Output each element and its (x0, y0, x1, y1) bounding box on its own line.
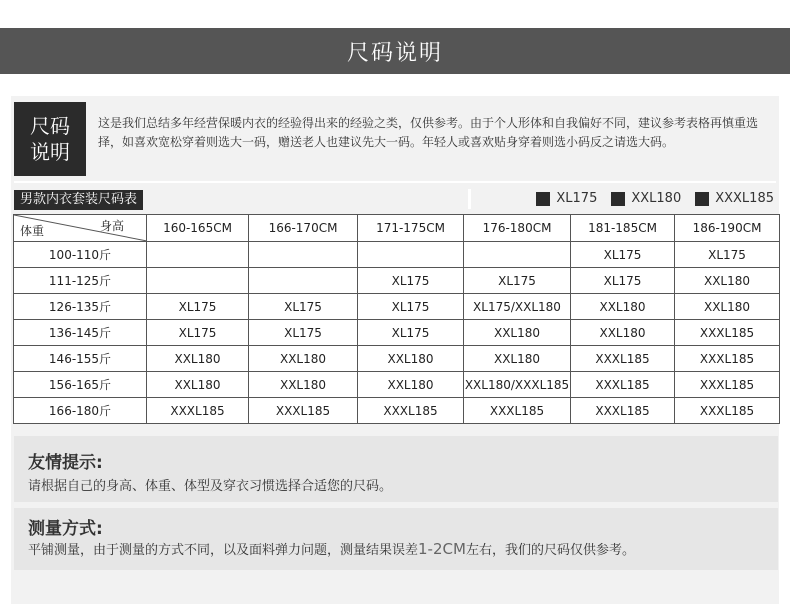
legend-item-xxl180 (611, 191, 681, 206)
table-body (14, 242, 780, 424)
size-cell: XXL180 (675, 268, 780, 294)
legend-swatch (536, 192, 550, 206)
column-header: 171-175CM (358, 215, 464, 242)
measure-highlight: 1-2CM (418, 540, 466, 558)
size-cell (464, 242, 571, 268)
page-banner (0, 28, 790, 74)
size-cell: XL175 (249, 294, 358, 320)
size-cell: XXXL185 (571, 398, 675, 424)
column-header: 181-185CM (571, 215, 675, 242)
measure-heading: 测量方式: (28, 519, 103, 539)
size-cell (249, 268, 358, 294)
intro-text: 这是我们总结多年经营保暖内衣的经验得出来的经验之类，仅供参考。由于个人形体和自我偏好不同，建议参考表格再慎重选择，如喜欢宽松穿着则选大一码，赠送老人也建议先大一码。年轻人或喜欢贴身穿着则选小码反之请选大码。 (98, 116, 759, 149)
size-cell: XXL180 (249, 372, 358, 398)
size-cell: XXL180 (571, 294, 675, 320)
size-cell: XXXL185 (358, 398, 464, 424)
size-cell: XL175 (358, 268, 464, 294)
table-row (14, 294, 780, 320)
section-divider (14, 181, 776, 183)
table-row (14, 320, 780, 346)
size-cell: XXL180/XXXL185 (464, 372, 571, 398)
size-cell: XL175 (571, 242, 675, 268)
legend-swatch (695, 192, 709, 206)
legend-label: XXXL185 (715, 191, 774, 206)
table-row (14, 398, 780, 424)
measure-text (28, 539, 635, 558)
size-cell: XXXL185 (675, 346, 780, 372)
size-cell: XL175/XXL180 (464, 294, 571, 320)
size-cell: XXXL185 (464, 398, 571, 424)
size-cell: XXXL185 (675, 398, 780, 424)
size-legend (522, 191, 774, 206)
size-chart-table (13, 214, 780, 424)
size-cell: XL175 (147, 294, 249, 320)
size-cell: XL175 (358, 294, 464, 320)
tip-box (14, 436, 778, 502)
legend-item-xxxl185 (695, 191, 774, 206)
measure-box (14, 508, 778, 570)
size-cell: XXXL185 (571, 346, 675, 372)
size-cell: XXXL185 (675, 372, 780, 398)
measure-text-before: 平铺测量，由于测量的方式不同，以及面料弹力问题，测量结果误差 (28, 543, 419, 558)
size-cell: XXL180 (464, 320, 571, 346)
legend-item-xl175 (536, 191, 597, 206)
size-cell: XXXL185 (147, 398, 249, 424)
column-header: 166-170CM (249, 215, 358, 242)
size-cell: XXL180 (675, 294, 780, 320)
row-weight-label: 126-135斤 (14, 294, 147, 320)
size-cell: XL175 (571, 268, 675, 294)
intro-badge (14, 102, 86, 176)
size-cell (147, 242, 249, 268)
column-header: 186-190CM (675, 215, 780, 242)
divider-mark (468, 189, 471, 209)
corner-height-label: 身高 (99, 219, 124, 233)
measure-text-after: 左右，我们的尺码仅供参考。 (465, 543, 635, 558)
size-cell: XL175 (358, 320, 464, 346)
size-cell: XL175 (464, 268, 571, 294)
tip-heading: 友情提示: (28, 453, 103, 473)
size-cell: XXL180 (358, 372, 464, 398)
size-cell: XXL180 (147, 346, 249, 372)
size-cell: XL175 (675, 242, 780, 268)
size-cell: XL175 (249, 320, 358, 346)
row-weight-label: 146-155斤 (14, 346, 147, 372)
row-weight-label: 156-165斤 (14, 372, 147, 398)
intro-badge-line2: 说明 (30, 140, 70, 164)
row-weight-label: 166-180斤 (14, 398, 147, 424)
table-row (14, 346, 780, 372)
size-cell (147, 268, 249, 294)
size-cell: XXL180 (571, 320, 675, 346)
size-cell: XL175 (147, 320, 249, 346)
table-row (14, 372, 780, 398)
table-title: 男款内衣套装尺码表 (14, 190, 143, 210)
banner-title: 尺码说明 (346, 40, 443, 66)
legend-swatch (611, 192, 625, 206)
corner-cell (14, 215, 147, 242)
size-cell: XXXL185 (571, 372, 675, 398)
size-cell: XXXL185 (675, 320, 780, 346)
row-weight-label: 136-145斤 (14, 320, 147, 346)
corner-weight-label: 体重 (20, 224, 45, 238)
size-cell: XXXL185 (249, 398, 358, 424)
row-weight-label: 100-110斤 (14, 242, 147, 268)
size-cell: XXL180 (464, 346, 571, 372)
size-cell: XXL180 (249, 346, 358, 372)
column-header: 160-165CM (147, 215, 249, 242)
table-header-row (14, 215, 780, 242)
column-header: 176-180CM (464, 215, 571, 242)
size-cell (358, 242, 464, 268)
table-row (14, 242, 780, 268)
legend-label: XL175 (556, 191, 598, 206)
tip-text: 请根据自己的身高、体重、体型及穿衣习惯选择合适您的尺码。 (28, 479, 393, 494)
row-weight-label: 111-125斤 (14, 268, 147, 294)
table-row (14, 268, 780, 294)
size-cell: XXL180 (358, 346, 464, 372)
intro-badge-line1: 尺码 (30, 114, 70, 138)
size-cell: XXL180 (147, 372, 249, 398)
legend-label: XXL180 (631, 191, 682, 206)
size-cell (249, 242, 358, 268)
